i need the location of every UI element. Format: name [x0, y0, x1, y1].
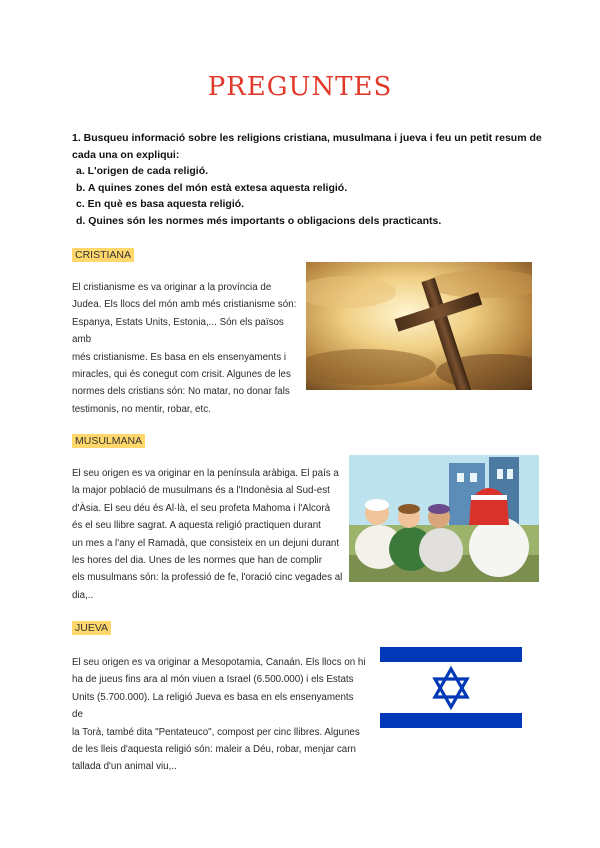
- text-line: un mes a l'any el Ramadà, que consisteix en un dejuni durant: [72, 537, 340, 549]
- text-line: més cristianisme. Es basa en els ensenyaments i: [72, 351, 286, 363]
- question-list: [72, 163, 542, 229]
- section-label-musulmana: MUSULMANA: [72, 434, 145, 448]
- question-item: c. En què es basa aquesta religió.: [76, 198, 245, 210]
- text-line: ha de jueus fins ara al món viuen a Israel (6.500.000) i els Estats: [72, 674, 354, 686]
- section-text-jueva: [72, 654, 367, 776]
- question-item: b. A quines zones del món està extesa aquesta religió.: [76, 181, 348, 194]
- text-line: Judea. Els llocs del món amb més cristianisme són:: [72, 299, 297, 311]
- question-text: 1. Busqueu informació sobre les religions cristiana, musulmana i jueva i feu un petit resum de cada una on expliqui:: [72, 132, 542, 161]
- text-line: de les lleis d'aquesta religió són: maleir a Déu, robar, menjar carn: [72, 744, 356, 756]
- question-block: [72, 130, 542, 229]
- cross-in-clouds-image: [306, 262, 532, 390]
- israel-flag: [380, 645, 522, 732]
- section-label-jueva: JUEVA: [72, 621, 111, 635]
- text-line: la major població de musulmans és a l'Indonèsia al Sud-est: [72, 485, 330, 497]
- text-line: d'Àsia. El seu déu és Al·là, el seu profeta Mahoma i l'Alcorà: [72, 502, 331, 514]
- praying-men-illustration: [349, 455, 539, 582]
- text-line: els musulmans són: la professió de fe, l'oració cinc vegades al: [72, 572, 343, 584]
- section-label-cristiana: CRISTIANA: [72, 248, 134, 262]
- text-line: miracles, qui és conegut com crisit. Algunes de les: [72, 369, 291, 381]
- section-text-musulmana: [72, 465, 347, 604]
- text-line: normes dels cristians són: No matar, no donar fals: [72, 386, 290, 398]
- section-text-cristiana: [72, 279, 302, 418]
- text-line: Units (5.700.000). La religió Jueva es basa en els ensenyaments de: [72, 691, 354, 721]
- text-line: El seu origen es va originar a Mesopotamia, Canaán. Els llocs on hi: [72, 657, 366, 668]
- text-line: El seu origen es va originar en la península aràbiga. El país a: [72, 468, 339, 479]
- text-line: testimonis, no mentir, robar, etc.: [72, 403, 211, 415]
- text-line: El cristianisme es va originar a la província de: [72, 282, 272, 293]
- text-line: tallada d'un animal viu,..: [72, 761, 177, 773]
- text-line: les hores del dia. Unes de les normes que han de complir: [72, 555, 322, 567]
- text-line: Espanya, Estats Units, Estonia,... Són els països amb: [72, 316, 284, 346]
- text-line: dia,..: [72, 589, 94, 601]
- question-item: a. L'origen de cada religió.: [76, 165, 209, 177]
- question-item: d. Quines són les normes més importants o obligacions dels practicants.: [76, 214, 442, 227]
- text-line: la Torà, també dita "Pentateuco", compost per cinc llibres. Algunes: [72, 726, 360, 738]
- text-line: és el seu llibre sagrat. A aquesta religió practiquen durant: [72, 520, 321, 532]
- page-title: PREGUNTES: [207, 72, 393, 102]
